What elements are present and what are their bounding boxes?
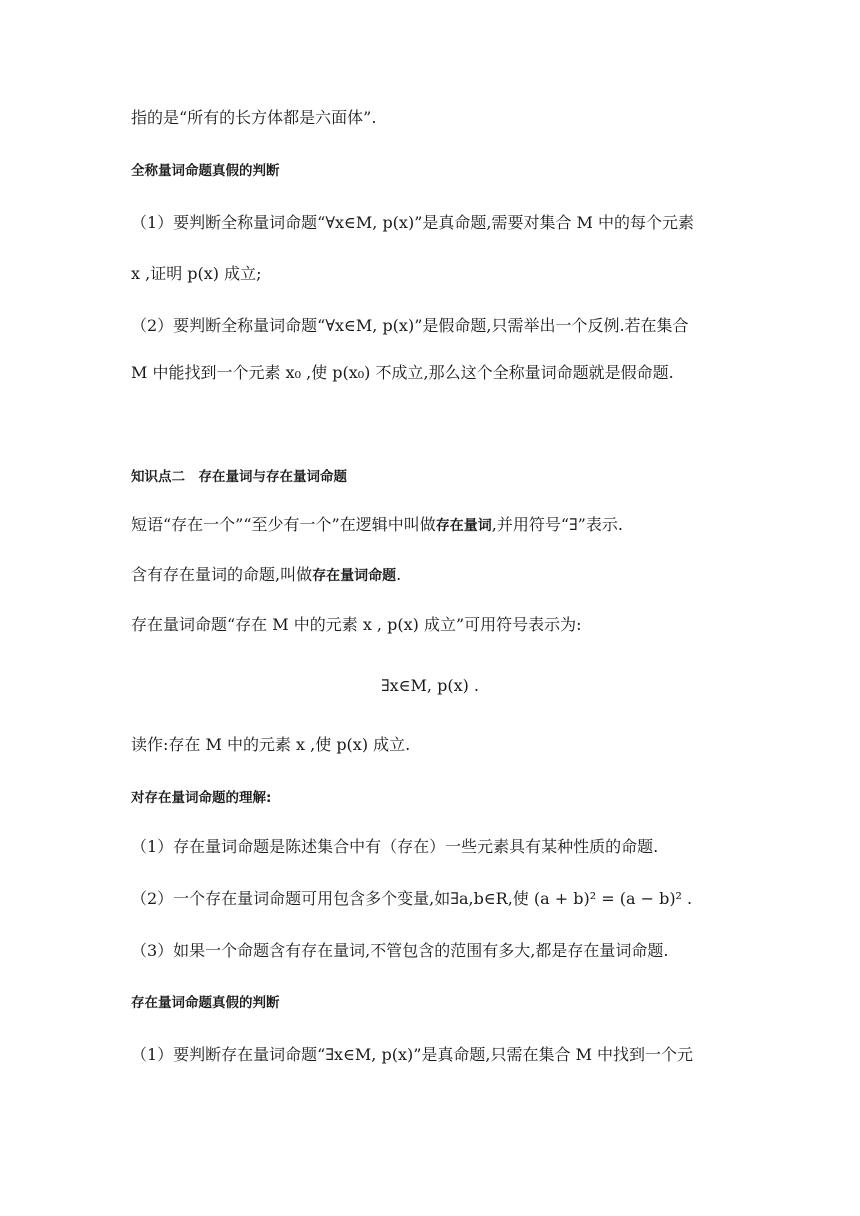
paragraph-line xyxy=(131,564,741,587)
term-existential-quantifier: 存在量词 xyxy=(435,518,492,534)
paragraph-line: 读作:存在 M 中的元素 x ,使 p(x) 成立. xyxy=(131,735,411,754)
paragraph-line: x ,证明 p(x) 成立; xyxy=(131,264,262,283)
paragraph-line: 存在量词命题“存在 M 中的元素 x , p(x) 成立”可用符号表示为: xyxy=(131,615,582,634)
paragraph-line: （1）要判断全称量词命题“∀x∈M, p(x)”是真命题,需要对集合 M 中的每个元素 xyxy=(131,213,695,232)
text-span: ,并用符号“∃”表示. xyxy=(491,515,623,534)
paragraph-line: （2）要判断全称量词命题“∀x∈M, p(x)”是假命题,只需举出一个反例.若在集合 xyxy=(131,316,689,335)
section-heading-understanding: 对存在量词命题的理解: xyxy=(131,790,272,806)
paragraph-line: （3）如果一个命题含有存在量词,不管包含的范围有多大,都是存在量词命题. xyxy=(131,941,669,960)
paragraph-line: M 中能找到一个元素 x₀ ,使 p(x₀) 不成立,那么这个全称量词命题就是假命题. xyxy=(131,363,674,382)
text-span: 含有存在量词的命题,叫做 xyxy=(131,565,313,584)
formula-line: ∃x∈M, p(x) . xyxy=(380,676,480,695)
text-span: 短语“存在一个”“至少有一个”在逻辑中叫做 xyxy=(131,515,436,534)
text-span: . xyxy=(396,565,402,584)
paragraph-line: 指的是“所有的长方体都是六面体”. xyxy=(131,108,377,127)
section-heading-existential-truth: 存在量词命题真假的判断 xyxy=(131,995,280,1011)
term-existential-proposition: 存在量词命题 xyxy=(312,568,397,584)
paragraph-line xyxy=(131,514,741,537)
section-heading-knowledge-point-2: 知识点二 存在量词与存在量词命题 xyxy=(131,469,347,485)
paragraph-line: （1）要判断存在量词命题“∃x∈M, p(x)”是真命题,只需在集合 M 中找到一个元 xyxy=(131,1045,694,1064)
section-heading-universal-truth: 全称量词命题真假的判断 xyxy=(131,163,280,179)
paragraph-line: （1）存在量词命题是陈述集合中有（存在）一些元素具有某种性质的命题. xyxy=(131,837,659,856)
paragraph-line: （2）一个存在量词命题可用包含多个变量,如∃a,b∈R,使 (a + b)² = (a − b)² . xyxy=(131,889,693,908)
